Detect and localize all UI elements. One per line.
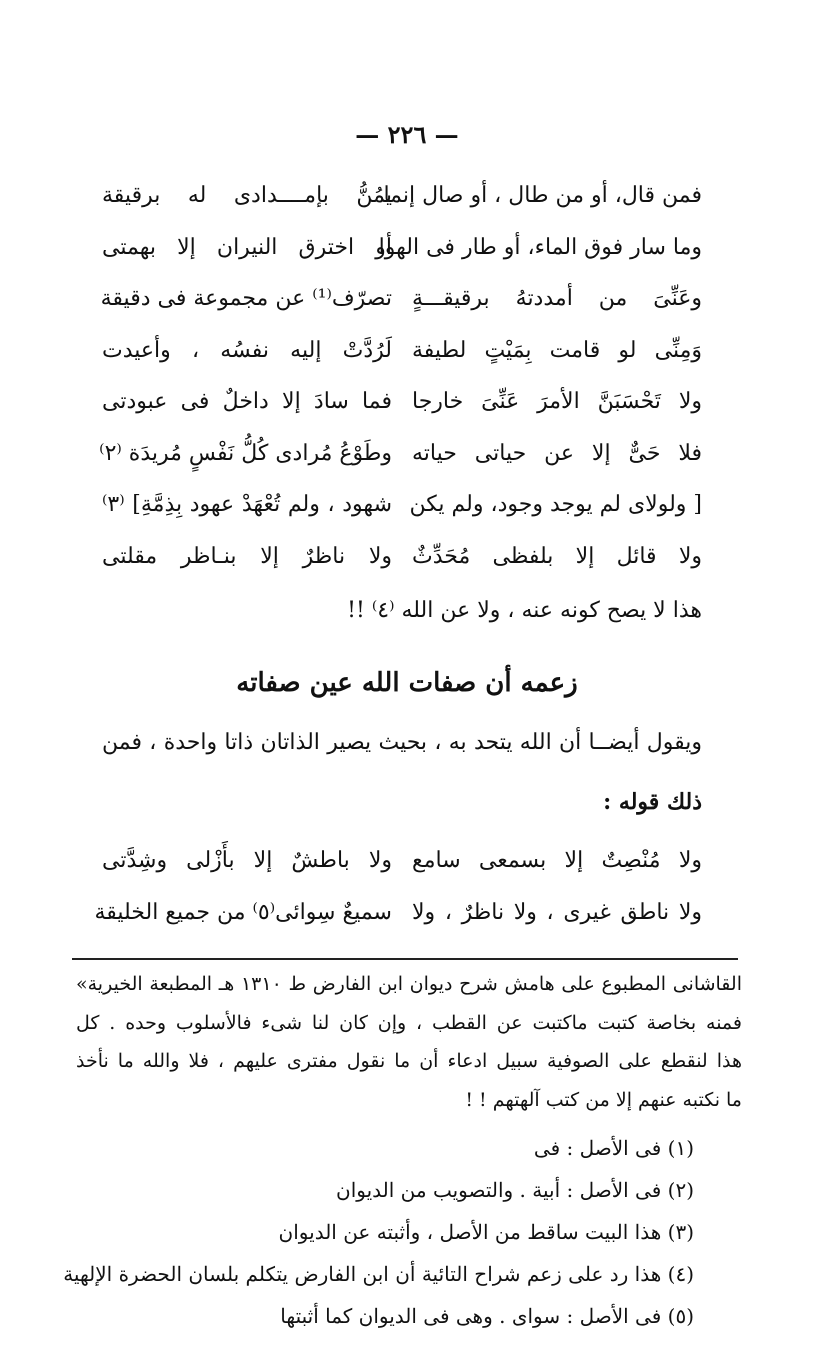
verse-second-hemistich: وطَوْعُ مُرادى كُلُّ نَفْسٍ مُريدَة ⁽٢⁾ <box>99 440 392 466</box>
verse-first-hemistich: وما سار فوق الماء، أو طار فى الهوا <box>378 234 702 260</box>
footnote-2: (٢) فى الأصل : أبية . والتصويب من الديوان <box>336 1178 694 1202</box>
paragraph-line: ويقول أيضــا أن الله يتحد به ، بحيث يصير الذاتان ذاتا واحدة ، فمن <box>102 730 702 755</box>
verse-second-hemistich: أو اخترق النيران إلا بهمتى <box>102 234 392 260</box>
verse-line <box>94 899 702 952</box>
footnote-5: (٥) فى الأصل : سواى . وهى فى الديوان كما أثبتها <box>280 1304 694 1328</box>
note-line: هذا لنقطع على الصوفية سبيل ادعاء أن ما نقول مفترى عليهم ، فلا والله ما نأخذ <box>76 1050 742 1072</box>
verse-line <box>102 544 702 596</box>
verse-first-hemistich: [ ولولاى لم يوجد وجود، ولم يكن <box>409 492 702 517</box>
verses-bottom <box>94 848 702 951</box>
note-line: فمنه بخاصة كتبت ماكتبت عن القطب ، وإن كان لنا شىء فالأسلوب وحده . كل <box>76 1011 742 1034</box>
footnote-1: (١) فى الأصل : فى <box>533 1136 694 1160</box>
verse-second-hemistich: ولا باطشٌ إلا بأَزْلى وشِدَّتى <box>102 848 392 873</box>
verse-line <box>102 338 702 390</box>
note-line: القاشانى المطبوع على هامش شرح ديوان ابن الفارض ط ١٣١٠ هـ المطبعة الخيرية» <box>76 973 742 995</box>
footnote-3: (٣) هذا البيت ساقط من الأصل ، وأثبته عن الديوان <box>278 1220 694 1244</box>
paragraph-line: ذلك قوله : <box>603 789 702 815</box>
page-number: — ٢٢٦ — <box>355 120 459 149</box>
verse-second-hemistich: لَرُدَّتْ إليه نفسُه ، وأعيدت <box>102 337 392 363</box>
verse-second-hemistich: ولا ناظرٌ إلا بنـاظر مقلتى <box>102 543 392 569</box>
verse-first-hemistich: ولا مُنْصِتٌ إلا بسمعى سامع <box>412 848 702 873</box>
verse-line <box>102 183 702 235</box>
notes-block <box>76 973 742 1127</box>
verse-first-hemistich: فمن قال، أو من طال ، أو صال إنما <box>383 183 702 208</box>
verse-first-hemistich: فلا حَىٌّ إلا عن حياتى حياته <box>412 440 702 466</box>
verse-first-hemistich: ولا ناطق غيرى ، ولا ناظرٌ ، ولا <box>412 899 702 925</box>
verse-line <box>102 235 702 287</box>
verse-second-hemistich: شهود ، ولم تُعْهَدْ عهود بِذِمَّةِ] ⁽٣⁾ <box>102 492 392 517</box>
verse-first-hemistich: ولا قائل إلا بلفظى مُحَدِّثٌ <box>412 543 702 569</box>
verse-line <box>102 848 702 900</box>
footnote-divider <box>72 958 738 960</box>
verse-first-hemistich: وعَنِّىَ من أمددتهُ برقيقـــةٍ <box>412 286 702 311</box>
footnote-4: (٤) هذا رد على زعم شراح التائية أن ابن الفارض يتكلم بلسان الحضرة الإلهية <box>63 1262 694 1286</box>
verse-line <box>102 286 702 338</box>
verse-line <box>102 389 702 441</box>
prose-after-verses: هذا لا يصح كونه عنه ، ولا عن الله ⁽٤⁾ !! <box>347 598 702 623</box>
verse-first-hemistich: وَمِنِّى لو قامت بِمَيْتٍ لطيفة <box>412 337 702 363</box>
verse-first-hemistich: ولا تَحْسَبَنَّ الأمرَ عَنِّىَ خارجا <box>412 389 702 414</box>
section-heading: زعمه أن صفات الله عين صفاته <box>236 668 578 698</box>
verse-second-hemistich: يمُنُّ بإمــــدادى له برقيقة <box>102 183 392 208</box>
verse-second-hemistich: فما سادَ إلا داخلٌ فى عبودتى <box>102 389 392 414</box>
verse-line <box>99 440 702 493</box>
verses-top <box>99 183 702 595</box>
verse-second-hemistich: تصرّف⁽¹⁾ عن مجموعة فى دقيقة <box>100 286 392 311</box>
verse-second-hemistich: سميعٌ سِوائى⁽٥⁾ من جميع الخليقة <box>94 899 392 925</box>
note-line: ما نكتبه عنهم إلا من كتب آلهتهم ! ! <box>465 1088 742 1111</box>
verse-line <box>102 492 702 544</box>
